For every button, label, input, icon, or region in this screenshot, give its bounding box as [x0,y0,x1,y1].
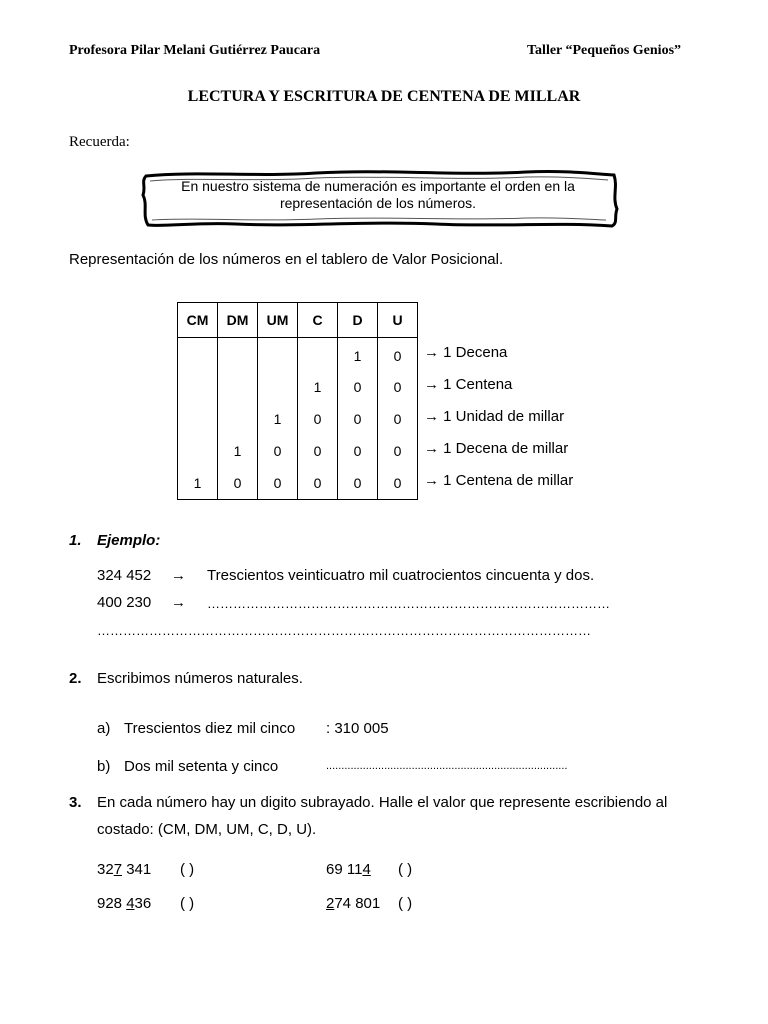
table-cell [178,371,218,403]
row-label: → 1 Decena [424,344,508,361]
table-cell: 0 [298,467,338,500]
table-cell [218,403,258,435]
table-cell: 1 [258,403,298,435]
example1-text: Trescientos veinticuatro mil cuatrocientos cincuenta y dos. [207,567,595,584]
table-cell: 0 [338,371,378,403]
recuerda-label: Recuerda: [69,134,130,150]
arrow-icon: → [171,594,186,611]
table-cell: 0 [378,467,418,500]
row-label: → 1 Unidad de millar [424,408,565,425]
table-cell [258,371,298,403]
table-header-row [178,303,418,338]
table-cell: 1 [338,338,378,372]
item-a-letter: a) [97,720,111,737]
number-928436: 928 436 [97,895,152,912]
table-cell: 0 [258,467,298,500]
table-cell [178,338,218,372]
note-scroll [136,167,620,229]
section3-line1: En cada número hay un digito subrayado. Halle el valor que represente escribiendo al [97,794,668,811]
workshop-name: Taller “Pequeños Genios” [527,43,682,58]
header-dm: DM [218,303,258,338]
answer-paren: ( ) [180,895,195,912]
table-cell: 0 [378,338,418,372]
table-cell [178,403,218,435]
table-row [178,371,418,403]
answer-dots: ………………………………………………………………………………… [207,596,610,611]
row-labels [424,344,573,504]
table-cell [258,338,298,372]
table-cell [218,371,258,403]
answer-dots-continuation: …………………………………………………………………………………………………… [97,623,591,638]
table-cell: 0 [378,403,418,435]
row-label: → 1 Centena [424,376,513,393]
number-274801: 274 801 [326,895,381,912]
item-a-answer: : 310 005 [326,720,389,737]
table-cell [218,338,258,372]
page-title: LECTURA Y ESCRITURA DE CENTENA DE MILLAR [187,88,581,105]
item-a-text: Trescientos diez mil cinco [124,720,296,737]
arrow-icon: → [171,567,186,584]
answer-paren: ( ) [180,861,195,878]
table-cell: 0 [298,435,338,467]
table-cell: 0 [258,435,298,467]
teacher-name: Profesora Pilar Melani Gutiérrez Paucara [69,43,321,58]
item-b-dots: ............................................................................... [326,760,568,772]
header-um: UM [258,303,298,338]
item-b-text: Dos mil setenta y cinco [124,758,279,775]
answer-paren: ( ) [398,861,413,878]
table-cell: 0 [298,403,338,435]
table-cell: 1 [218,435,258,467]
example2-number: 400 230 [97,594,152,611]
number-327341: 327 341 [97,861,152,878]
section1-heading: Ejemplo: [97,532,161,549]
table-cell [178,435,218,467]
table-cell: 0 [338,435,378,467]
section2-number: 2. [69,670,82,687]
header-d: D [338,303,378,338]
table-cell: 0 [338,403,378,435]
table-cell: 1 [298,371,338,403]
place-value-table [177,302,418,500]
header-cm: CM [178,303,218,338]
section3-number: 3. [69,794,82,811]
section3-line2: costado: (CM, DM, UM, C, D, U). [97,821,317,838]
table-cell: 1 [178,467,218,500]
table-row [178,467,418,500]
table-row [178,403,418,435]
table-cell: 0 [218,467,258,500]
number-69114: 69 114 [326,861,371,878]
example1-number: 324 452 [97,567,152,584]
row-label: → 1 Decena de millar [424,440,569,457]
row-label: → 1 Centena de millar [424,472,574,489]
table-cell: 0 [338,467,378,500]
table-cell: 0 [378,371,418,403]
item-b-letter: b) [97,758,111,775]
header-c: C [298,303,338,338]
section1-number: 1. [69,532,82,549]
note-text: En nuestro sistema de numeración es importante el orden en la representación de los números. [181,178,575,211]
section2-heading: Escribimos números naturales. [97,670,303,687]
table-cell [298,338,338,372]
table-cell: 0 [378,435,418,467]
table-intro: Representación de los números en el tablero de Valor Posicional. [69,251,504,268]
table-row [178,338,418,372]
answer-paren: ( ) [398,895,413,912]
table-row [178,435,418,467]
header-u: U [378,303,418,338]
